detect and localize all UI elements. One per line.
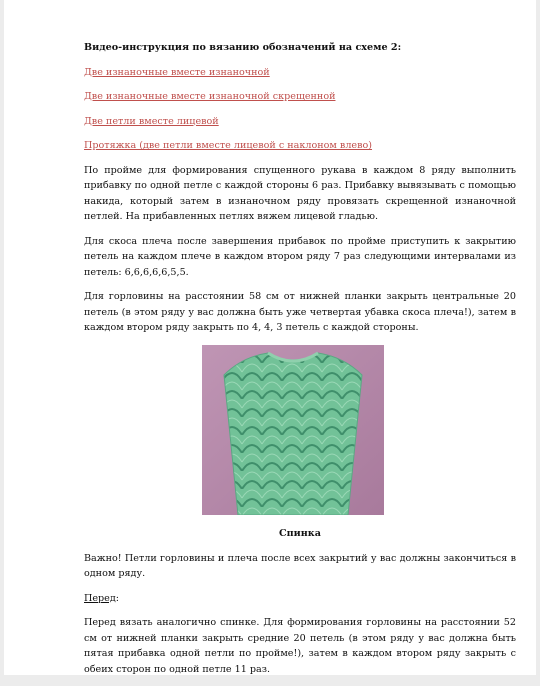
video-link-two-purl-together-crossed[interactable]: Две изнаночные вместе изнаночной скрещенной [84,91,336,102]
front-label-colon: : [115,592,120,604]
knitted-back-photo [202,345,384,515]
photo-caption: Спинка [279,528,321,539]
front-paragraph: Перед вязать аналогично спинке. Для формирования горловины на расстоянии 52 см от нижней планки закрыть средние 20 петель (в этом ряду у вас должна быть пятая прибавка одной петли по пройме!), затем в каждом втором ряду закрыть с обеих сторон по одной петле 11 раз. [84,617,516,675]
video-instruction-heading: Видео-инструкция по вязанию обозначений на схеме 2: [84,42,402,53]
video-link-two-knit-together[interactable]: Две петли вместе лицевой [84,115,219,127]
video-link-two-purl-together[interactable]: Две изнаночные вместе изнаночной [84,66,270,78]
armhole-paragraph: По пройме для формирования спущенного рукава в каждом 8 ряду выполнить прибавку по одной петле с каждой стороны 6 раз. Прибавку вывязывать с помощью накида, который затем в изнаночном ряду провязать скрещенной изнаночной петлей. На прибавленных петлях вяжем лицевой гладью. [84,164,516,222]
neckline-paragraph: Для горловины на расстоянии 58 см от нижней планки закрыть центральные 20 петель (в этом ряду у вас должна быть уже четвертая убавка скоса плеча!), затем в каждом втором ряду закрыть по 4, 4, 3 петель с каждой стороны. [84,291,516,333]
shoulder-paragraph: Для скоса плеча после завершения прибавок по пройме приступить к закрытию петель на каждом плече в каждом втором ряду 7 раз следующими интервалами из петель: 6,6,6,6,6,5,5. [84,235,516,278]
video-link-pass-over-left[interactable]: Протяжка (две петли вместе лицевой с наклоном влево) [84,140,373,151]
document-content [84,40,516,686]
document-page [4,0,536,675]
front-section-label [84,591,516,607]
front-label: Перед [84,592,116,604]
important-paragraph: Важно! Петли горловины и плеча после всех закрытий у вас должны закончиться в одном ряду. [84,552,516,579]
